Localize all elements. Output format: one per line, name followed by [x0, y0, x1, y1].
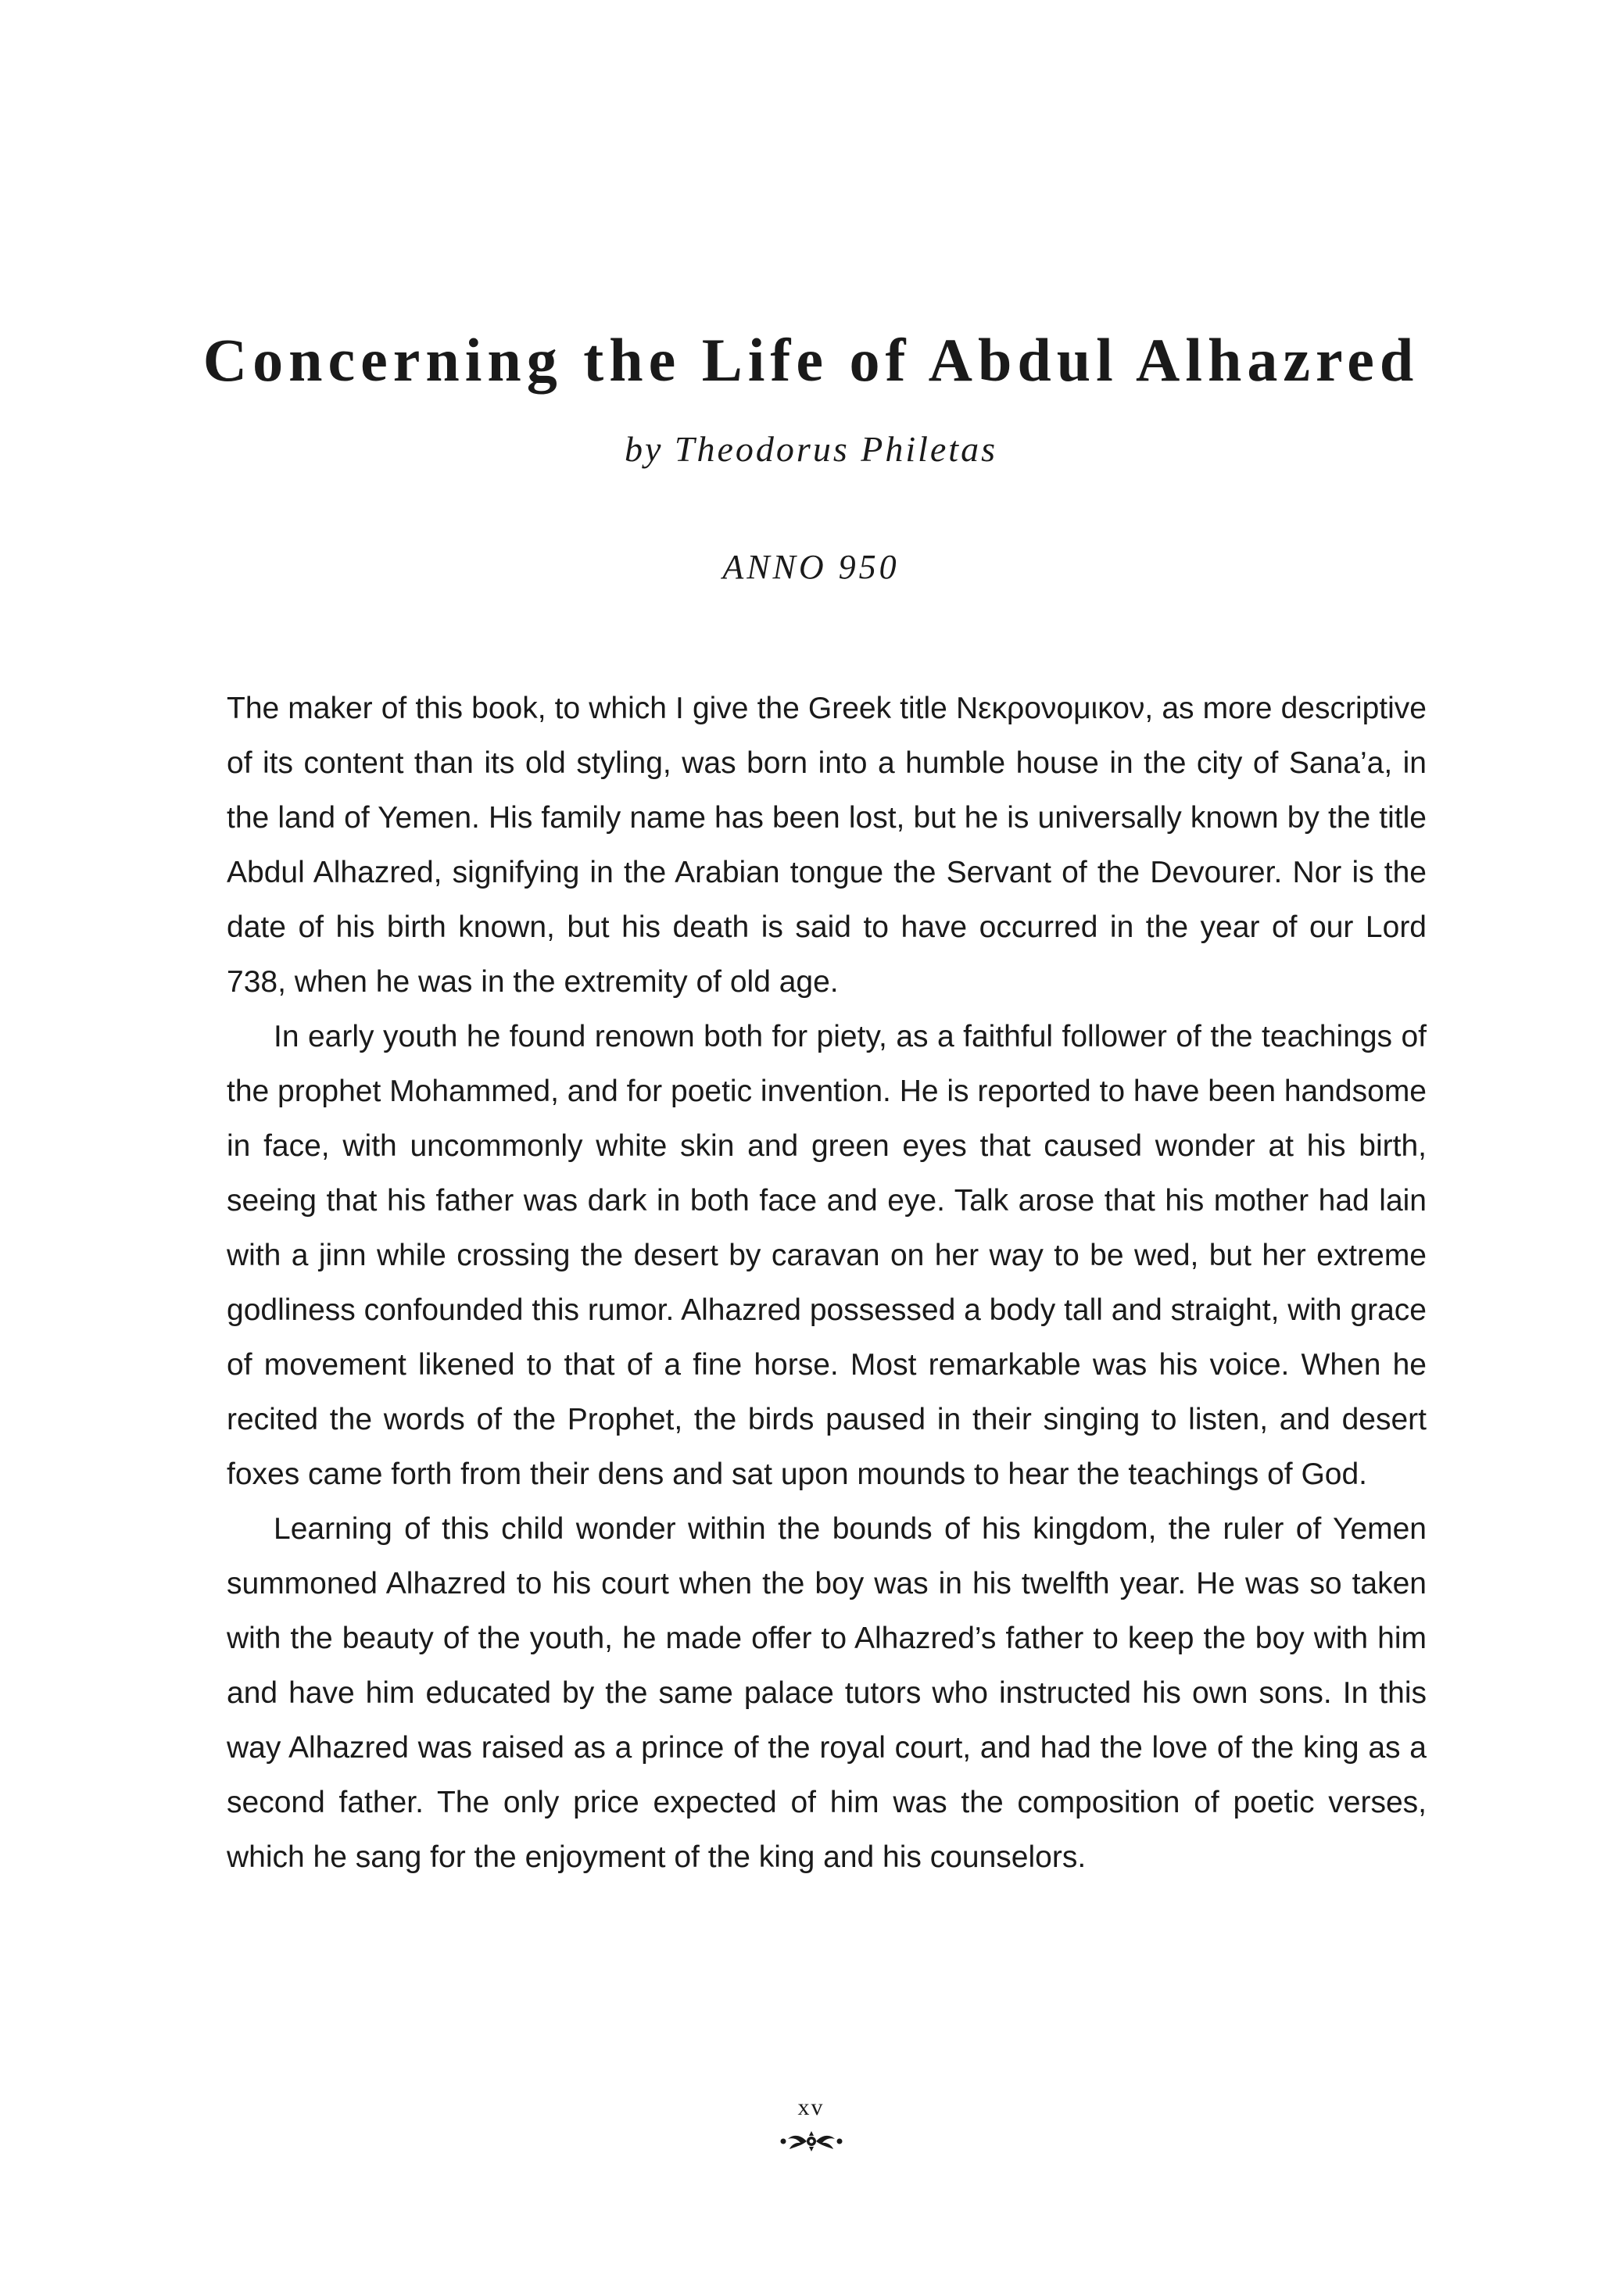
paragraph: In early youth he found renown both for piety, as a faithful follower of the teachings of the prophet Mohammed, and for poetic invention. He is reported to have been handsome in face, with uncommonly white skin and green eyes that caused wonder at his birth, seeing that his father was dark in both face and eye. Talk arose that his mother had lain with a jinn while crossing the desert by caravan on her way to be wed, but her extreme godliness confounded this rumor. Alhazred possessed a body tall and straight, with grace of movement likened to that of a fine horse. Most remarkable was his voice. When he recited the words of the Prophet, the birds paused in their singing to listen, and desert foxes came forth from their dens and sat upon mounds to hear the teachings of God.: [227, 1020, 1427, 1491]
paragraph: The maker of this book, to which I give the Greek title Νεκρονομικον, as more descriptive of its content than its old styling, was born into a humble house in the city of Sana’a, in the land of Yemen. His family name has been lost, but he is universally known by the title Abdul Alhazred, signifying in the Arabian tongue the Servant of the Devourer. Nor is the date of his birth known, but his death is said to have occurred in the year of our Lord 738, when he was in the extremity of old age.: [227, 692, 1427, 999]
page-number: xv: [797, 2094, 825, 2120]
date-heading: ANNO 950: [722, 548, 900, 586]
chapter-title: Concerning the Life of Abdul Alhazred: [202, 326, 1420, 394]
paragraph: Learning of this child wonder within the bounds of his kingdom, the ruler of Yemen summoned Alhazred to his court when the boy was in his twelfth year. He was so taken with the beauty of the youth, he made offer to Alhazred’s father to keep the boy with him and have him educated by the same palace tutors who instructed his own sons. In this way Alhazred was raised as a prince of the royal court, and had the love of the king as a second father. The only price expected of him was the composition of poetic verses, which he sang for the enjoyment of the king and his counselors.: [227, 1512, 1427, 1874]
author-byline: by Theodorus Philetas: [625, 429, 997, 469]
floral-ornament-icon: [772, 2130, 850, 2153]
body-text: [227, 681, 1427, 1885]
